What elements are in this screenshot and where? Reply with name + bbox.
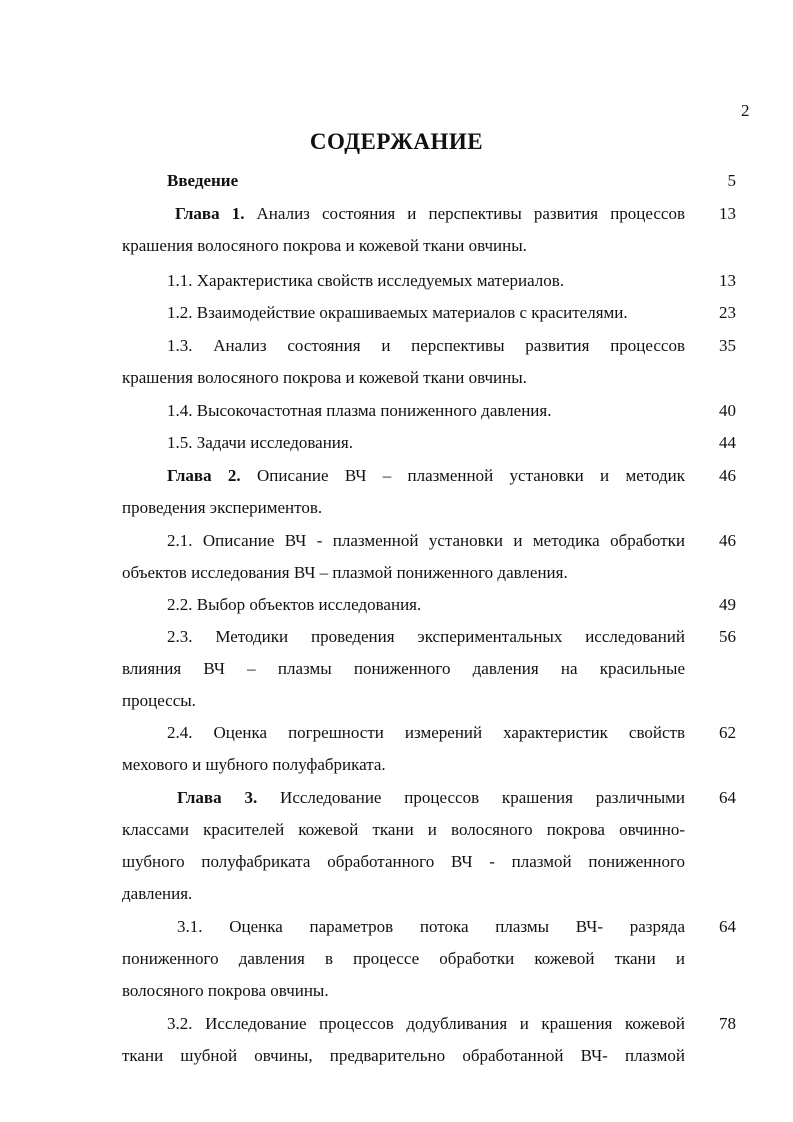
toc-line: мехового и шубного полуфабриката. xyxy=(122,755,386,774)
toc-page-number: 46 xyxy=(719,531,736,550)
toc-line: 1.1. Характеристика свойств исследуемых материалов. xyxy=(167,271,565,290)
toc-line: Глава 3. Исследование процессов крашения различными xyxy=(177,788,685,807)
toc-chapter-label: Глава 1. xyxy=(175,204,245,223)
toc-line: крашения волосяного покрова и кожевой ткани овчины. xyxy=(122,236,527,255)
toc-line: 3.1. Оценка параметров потока плазмы ВЧ- разряда xyxy=(177,917,685,936)
toc-chapter-label: Глава 3. xyxy=(177,788,258,807)
page-title: СОДЕРЖАНИЕ xyxy=(309,129,484,154)
toc-line: процессы. xyxy=(122,691,196,710)
toc-line: шубного полуфабриката обработанного ВЧ - плазмой пониженного xyxy=(122,852,685,871)
toc-line: Глава 1. Анализ состояния и перспективы развития процессов xyxy=(175,204,685,223)
toc-line: 2.3. Методики проведения экспериментальных исследований xyxy=(167,627,685,646)
toc-line: 1.2. Взаимодействие окрашиваемых материалов с красителями. xyxy=(167,303,628,322)
toc-line: давления. xyxy=(122,884,193,903)
toc-page-number: 13 xyxy=(719,271,736,290)
toc-line: влияния ВЧ – плазмы пониженного давления на красильные xyxy=(122,659,685,678)
toc-line: 2.4. Оценка погрешности измерений характеристик свойств xyxy=(167,723,685,742)
toc-page-number: 49 xyxy=(719,595,736,614)
toc-line: проведения экспериментов. xyxy=(122,498,323,517)
toc-chapter-label: Введение xyxy=(167,171,239,190)
toc-page-number: 40 xyxy=(719,401,736,420)
toc-page-number: 5 xyxy=(727,171,736,190)
toc-page-number: 13 xyxy=(719,204,736,223)
toc-page-number: 64 xyxy=(719,788,736,807)
toc-line: 1.3. Анализ состояния и перспективы развития процессов xyxy=(167,336,685,355)
toc-line: Глава 2. Описание ВЧ – плазменной установки и методик xyxy=(167,466,685,485)
toc-line: волосяного покрова овчины. xyxy=(122,981,329,1000)
toc-page-number: 78 xyxy=(719,1014,736,1033)
toc-page-number: 64 xyxy=(719,917,736,936)
toc-page-number: 62 xyxy=(719,723,736,742)
toc-page-number: 23 xyxy=(719,303,736,322)
toc-line: 2.2. Выбор объектов исследования. xyxy=(167,595,422,614)
toc-line: 1.5. Задачи исследования. xyxy=(167,433,353,452)
toc-line: пониженного давления в процессе обработки кожевой ткани и xyxy=(122,949,685,968)
toc-line: 1.4. Высокочастотная плазма пониженного давления. xyxy=(167,401,552,420)
toc-page-number: 35 xyxy=(719,336,736,355)
toc-line: 2.1. Описание ВЧ - плазменной установки и методика обработки xyxy=(167,531,685,550)
toc-page-number: 46 xyxy=(719,466,736,485)
toc-page-number: 56 xyxy=(719,627,736,646)
toc-line: крашения волосяного покрова и кожевой ткани овчины. xyxy=(122,368,527,387)
toc-page-number: 44 xyxy=(719,433,736,452)
toc-chapter-label: Глава 2. xyxy=(167,466,241,485)
toc-line: ткани шубной овчины, предварительно обработанной ВЧ- плазмой xyxy=(122,1046,685,1065)
page-number: 2 xyxy=(741,101,750,120)
toc-line: 3.2. Исследование процессов додубливания и крашения кожевой xyxy=(167,1014,685,1033)
toc-line: объектов исследования ВЧ – плазмой пониженного давления. xyxy=(122,563,568,582)
toc-line: классами красителей кожевой ткани и волосяного покрова овчинно- xyxy=(122,820,685,839)
